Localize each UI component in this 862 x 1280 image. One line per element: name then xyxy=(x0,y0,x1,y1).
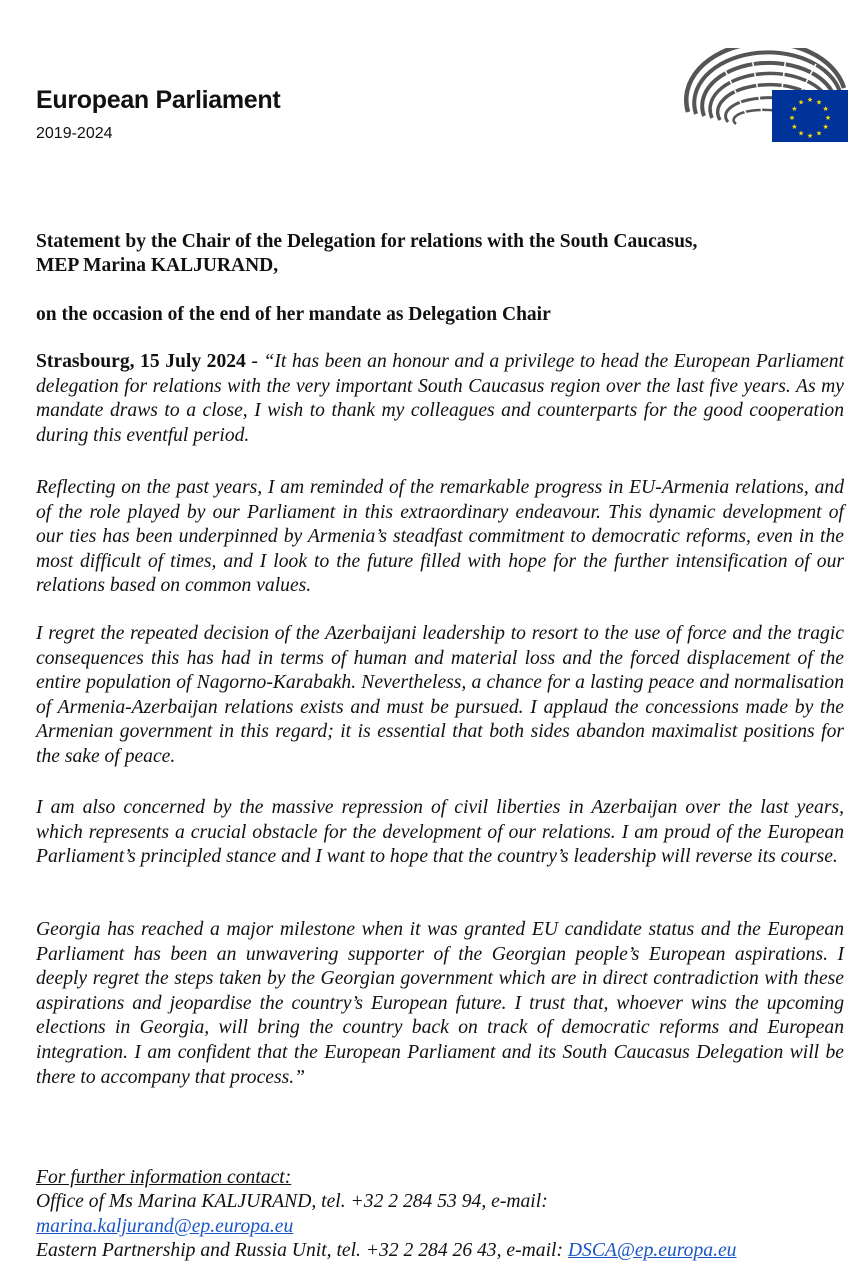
dateline: Strasbourg, 15 July 2024 xyxy=(36,351,246,372)
office-contact-line: Office of Ms Marina KALJURAND, tel. +32 2 284 53 94, e-mail: xyxy=(36,1191,548,1213)
statement-paragraph-3: I regret the repeated decision of the Azerbaijani leadership to resort to the use of force and the tragic consequences this has had in terms of human and material loss and the forced displacement of the entire population of Nagorno-Karabakh. Nevertheless, a chance for a lasting peace and normalisation of Armenia-Azerbaijan relations exists and must be pursued. I applaud the concessions made by the Armenian government in this regard; it is essential that both sides abandon maximalist positions for the sake of peace. xyxy=(36,623,844,767)
svg-text:★: ★ xyxy=(822,123,829,131)
eu-flag-icon xyxy=(772,90,848,142)
office-email-link[interactable]: marina.kaljurand@ep.europa.eu xyxy=(36,1215,294,1237)
svg-text:★: ★ xyxy=(797,98,805,107)
svg-text:★: ★ xyxy=(806,96,814,104)
svg-text:★: ★ xyxy=(822,105,829,113)
statement-title-line-2: MEP Marina KALJURAND, xyxy=(36,255,279,276)
svg-text:★: ★ xyxy=(791,105,798,113)
paragraph-1-text: - “It has been an honour and a privilege to head the European Parliament delegation for relations with the very important South Caucasus region over the last five years. As my mandate draws to a close, I wish to thank my colleagues and counterparts for the good cooperation during this eventful period. xyxy=(36,351,844,446)
statement-occasion: on the occasion of the end of her mandate as Delegation Chair xyxy=(36,304,551,325)
unit-contact-line: Eastern Partnership and Russia Unit, tel. +32 2 284 26 43, e-mail: xyxy=(36,1240,568,1262)
statement-paragraph-4: I am also concerned by the massive repression of civil liberties in Azerbaijan over the last years, which represents a crucial obstacle for the development of our relations. I am proud of the European Parliament’s principled stance and I want to hope that the country’s leadership will reverse its course. xyxy=(36,797,844,868)
svg-text:★: ★ xyxy=(815,129,823,138)
svg-text:★: ★ xyxy=(806,132,814,140)
contact-block xyxy=(36,1166,844,1264)
organization-name: European Parliament xyxy=(36,86,281,114)
contact-heading: For further information contact: xyxy=(36,1167,292,1188)
statement-title-line-1: Statement by the Chair of the Delegation for relations with the South Caucasus, xyxy=(36,231,698,252)
statement-paragraph-5: Georgia has reached a major milestone when it was granted EU candidate status and the European Parliament has been an unwavering supporter of the Georgian people’s European aspirations. I deeply regret the steps taken by the Georgian government which are in direct contradiction with these aspirations and jeopardise the country’s European future. I trust that, whoever wins the upcoming elections in Georgia, will bring the country back on track of democratic reforms and European integration. I am confident that the European Parliament and its South Caucasus Delegation will be there to accompany that process.” xyxy=(36,919,844,1088)
european-parliament-logo xyxy=(682,48,850,144)
svg-text:★: ★ xyxy=(815,98,823,107)
unit-email-link[interactable]: DSCA@ep.europa.eu xyxy=(567,1240,737,1262)
svg-text:★: ★ xyxy=(791,123,798,131)
svg-text:★: ★ xyxy=(824,114,832,122)
legislative-term: 2019-2024 xyxy=(36,125,113,142)
svg-text:★: ★ xyxy=(797,129,805,138)
statement-paragraph-1 xyxy=(36,350,844,448)
statement-paragraph-2: Reflecting on the past years, I am reminded of the remarkable progress in EU-Armenia relations, and of the role played by our Parliament in this extraordinary endeavour. This dynamic development of our ties has been underpinned by Armenia’s steadfast commitment to democratic reforms, even in the most difficult of times, and I look to the future filled with hope for the further intensification of our relations based on common values. xyxy=(36,477,844,597)
svg-text:★: ★ xyxy=(788,114,796,122)
